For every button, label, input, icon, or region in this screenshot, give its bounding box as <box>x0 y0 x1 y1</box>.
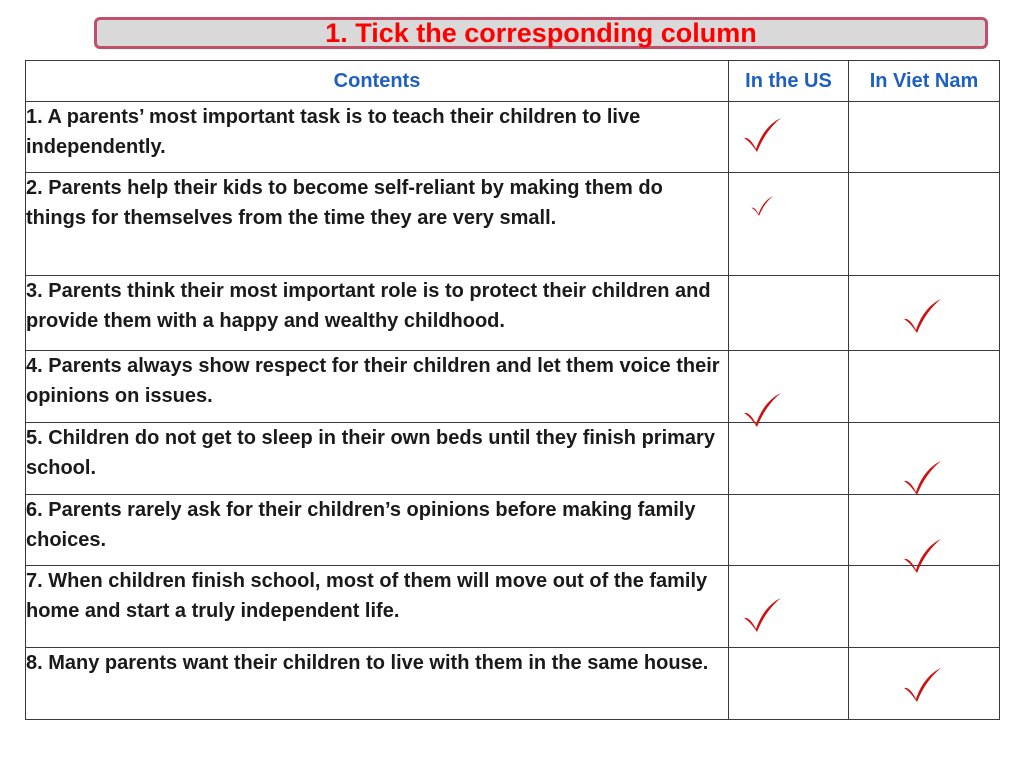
header-contents: Contents <box>26 61 729 102</box>
page-title: 1. Tick the corresponding column <box>325 18 757 48</box>
vn-cell[interactable] <box>849 351 1000 423</box>
vn-cell[interactable] <box>849 276 1000 351</box>
table-row <box>26 102 1000 173</box>
table-row <box>26 351 1000 423</box>
us-cell[interactable] <box>729 566 849 648</box>
vn-cell[interactable] <box>849 173 1000 276</box>
us-cell[interactable] <box>729 495 849 566</box>
us-cell[interactable] <box>729 102 849 173</box>
tick-table <box>25 60 1000 720</box>
table-row <box>26 276 1000 351</box>
vn-cell[interactable] <box>849 495 1000 566</box>
table-row <box>26 648 1000 720</box>
table-row <box>26 566 1000 648</box>
check-mark-icon <box>741 116 783 154</box>
us-cell[interactable] <box>729 351 849 423</box>
header-in-the-us: In the US <box>729 61 849 102</box>
statement-cell: 4. Parents always show respect for their children and let them voice their opinions on issues. <box>26 351 729 423</box>
statement-cell: 3. Parents think their most important role is to protect their children and provide them with a happy and wealthy childhood. <box>26 276 729 351</box>
title-banner <box>94 17 988 49</box>
check-mark-icon <box>901 297 943 335</box>
statement-cell: 8. Many parents want their children to live with them in the same house. <box>26 648 729 720</box>
check-mark-icon <box>901 459 943 497</box>
table-row <box>26 423 1000 495</box>
statement-cell: 7. When children finish school, most of them will move out of the family home and start a truly independent life. <box>26 566 729 648</box>
statement-cell: 1. A parents’ most important task is to teach their children to live independently. <box>26 102 729 173</box>
vn-cell[interactable] <box>849 566 1000 648</box>
statement-cell: 6. Parents rarely ask for their children’s opinions before making family choices. <box>26 495 729 566</box>
vn-cell[interactable] <box>849 423 1000 495</box>
vn-cell[interactable] <box>849 102 1000 173</box>
us-cell[interactable] <box>729 173 849 276</box>
header-in-viet-nam: In Viet Nam <box>849 61 1000 102</box>
table-row <box>26 173 1000 276</box>
check-mark-icon <box>741 596 783 634</box>
table-row <box>26 495 1000 566</box>
check-mark-icon <box>901 666 943 704</box>
us-cell[interactable] <box>729 423 849 495</box>
vn-cell[interactable] <box>849 648 1000 720</box>
header-row <box>26 61 1000 102</box>
us-cell[interactable] <box>729 276 849 351</box>
check-mark-icon <box>749 195 775 217</box>
statement-cell: 5. Children do not get to sleep in their own beds until they finish primary school. <box>26 423 729 495</box>
statement-cell: 2. Parents help their kids to become self-reliant by making them do things for themselves from the time they are very small. <box>26 173 729 276</box>
us-cell[interactable] <box>729 648 849 720</box>
